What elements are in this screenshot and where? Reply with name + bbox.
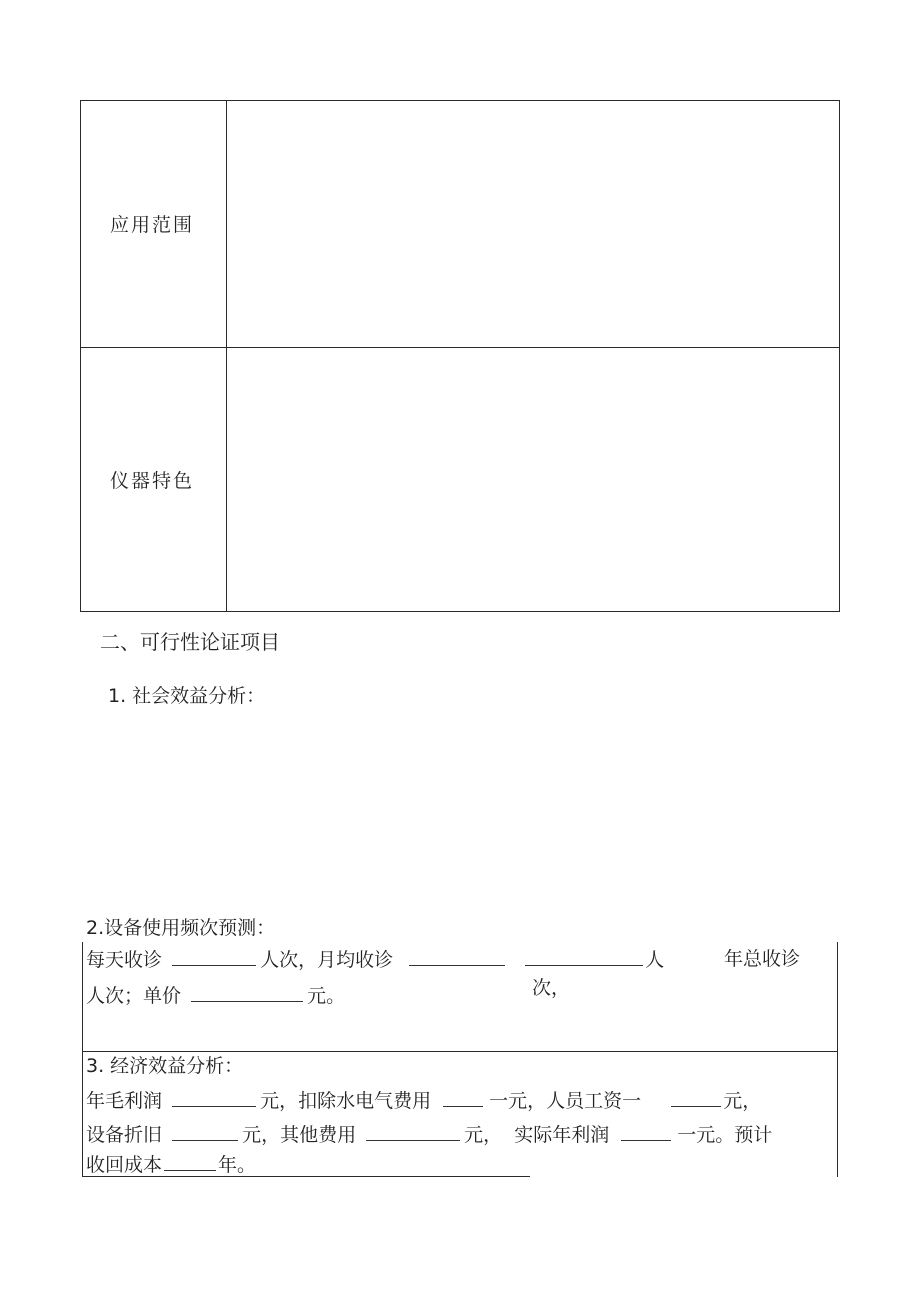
row-content-instrument-features[interactable] bbox=[232, 353, 832, 605]
usage-line-1 bbox=[86, 947, 664, 972]
economic-heading: 3. 经济效益分析： bbox=[86, 1055, 244, 1077]
payback-label: 收回成本 bbox=[86, 1154, 163, 1176]
row-label-instrument-features: 仪器特色 bbox=[110, 470, 195, 492]
usage-line-2 bbox=[86, 983, 345, 1008]
depreciation-field[interactable] bbox=[172, 1122, 238, 1141]
other-cost-unit: 元， bbox=[464, 1124, 503, 1146]
depreciation-label: 设备折旧 bbox=[86, 1124, 163, 1146]
usage-wrap-tail: 次， bbox=[532, 977, 571, 999]
gross-profit-label: 年毛利润 bbox=[86, 1090, 163, 1112]
net-profit-label: 实际年利润 bbox=[514, 1124, 610, 1146]
monthly-count-field[interactable] bbox=[409, 947, 505, 966]
social-benefit-heading: 1. 社会效益分析： bbox=[108, 685, 266, 707]
usage-heading: 2.设备使用频次预测： bbox=[86, 917, 276, 939]
unit-price-field[interactable] bbox=[191, 983, 303, 1002]
daily-prefix: 每天收诊 bbox=[86, 949, 163, 971]
row-content-application-scope[interactable] bbox=[232, 106, 832, 342]
payback-unit: 年。 bbox=[218, 1154, 257, 1176]
economic-line-3 bbox=[86, 1152, 256, 1177]
section-title: 二、可行性论证项目 bbox=[100, 630, 280, 654]
staff-salary-label: 一元，人员工资一 bbox=[489, 1090, 642, 1112]
staff-salary-field[interactable] bbox=[671, 1088, 721, 1107]
price-unit: 元。 bbox=[307, 985, 346, 1007]
monthly-count-field-2[interactable] bbox=[525, 947, 643, 966]
line2-unit: 人次；单价 bbox=[86, 985, 182, 1007]
annual-label: 年总收诊 bbox=[724, 948, 801, 970]
monthly-unit: 人 bbox=[645, 949, 665, 971]
row-label-application-scope: 应用范围 bbox=[110, 214, 195, 236]
net-profit-unit: 一元。预计 bbox=[677, 1124, 773, 1146]
staff-salary-unit: 元， bbox=[723, 1090, 762, 1112]
economic-line-1 bbox=[86, 1088, 761, 1113]
payback-years-field[interactable] bbox=[164, 1152, 216, 1171]
utility-cost-field[interactable] bbox=[443, 1088, 483, 1107]
other-cost-field[interactable] bbox=[366, 1122, 460, 1141]
daily-unit: 人次，月均收诊 bbox=[260, 949, 394, 971]
economic-line-2 bbox=[86, 1122, 772, 1147]
daily-count-field[interactable] bbox=[172, 947, 256, 966]
utility-cost-label: 元，扣除水电气费用 bbox=[260, 1090, 432, 1112]
gross-profit-field[interactable] bbox=[172, 1088, 256, 1107]
net-profit-field[interactable] bbox=[621, 1122, 671, 1141]
other-cost-label: 元，其他费用 bbox=[242, 1124, 357, 1146]
